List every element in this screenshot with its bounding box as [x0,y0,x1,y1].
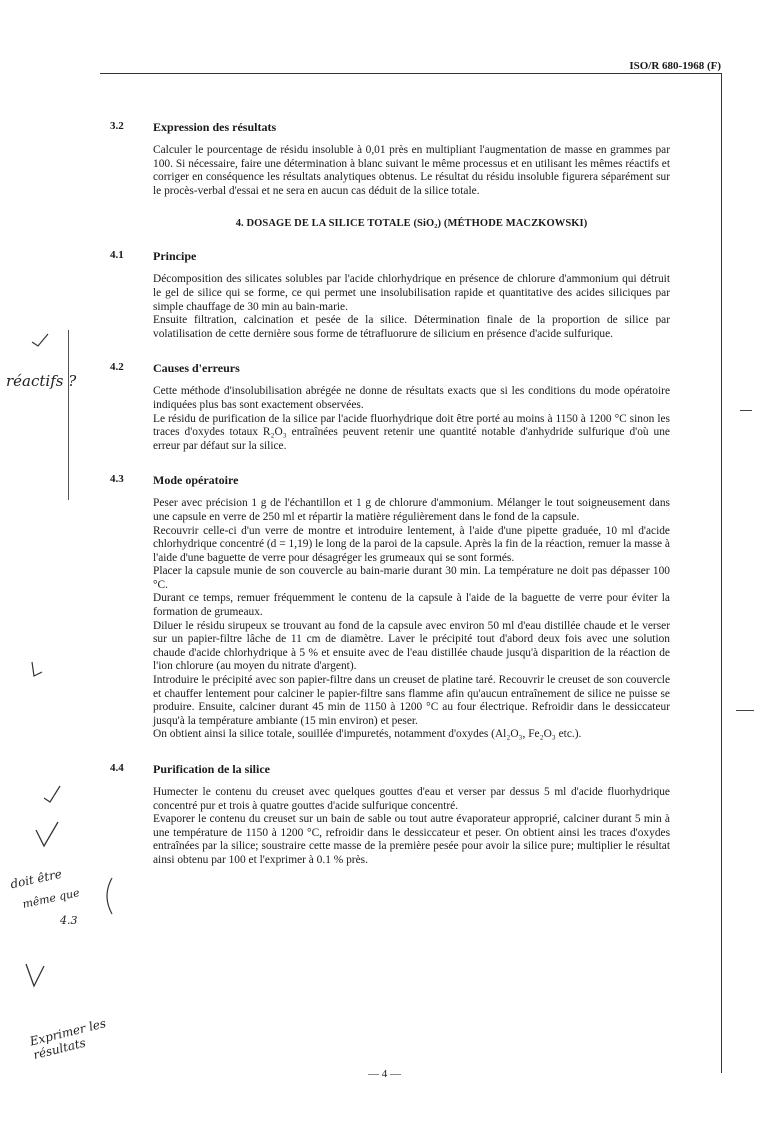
top-rule [100,73,722,74]
paragraph: Le résidu de purification de la silice par l'acide fluorhydrique doit être porté au moins à 1150 à 1200 °C sinon les traces d'oxydes totaux R₂O₃ entraînées peuvent retenir une quantité notable d'anhydride sulfurique d'où une erreur par défaut sur la silice. [153,412,670,452]
check-mark-icon [34,820,60,848]
section-number: 4.2 [110,361,124,374]
section-4-3 [110,473,670,742]
paragraph: Calculer le pourcentage de résidu insoluble à 0,01 près en multipliant l'augmentation de masse en grammes par 100. Si nécessaire, faire une détermination à blanc suivant le même processus et en utilisant les mêmes réactifs et corriger en conséquence les résultats analytiques obtenus. Le résultat du résidu insoluble figurera séparément sur le procès-verbal d'essai et ne sera en aucun cas déduit de la silice totale. [153,144,670,197]
left-margin-line [68,330,69,500]
paragraph: On obtient ainsi la silice totale, souillée d'impuretés, notamment d'oxydes (Al₂O₃, Fe₂O₃ etc.). [153,728,582,741]
paragraph: Peser avec précision 1 g de l'échantillon et 1 g de chlorure d'ammonium. Mélanger le tout soigneusement dans une capsule en verre de 250 ml et répartir la matière régulièrement dans le fond de la capsule. [153,497,670,523]
section-title: Purification de la silice [153,762,270,776]
section-number: 3.2 [110,120,124,132]
section-3-2 [110,120,670,198]
chapter-heading: 4. DOSAGE DE LA SILICE TOTALE (SiO₂) (MÉTHODE MACZKOWSKI) [235,218,588,230]
paragraph: Recouvrir celle-ci d'un verre de montre et introduire lentement, à l'aide d'une pipette graduée, 10 ml d'acide chlorhydrique concentré (d = 1,19) le long de la paroi de la capsule. Après la fin de la réaction, remuer la masse à l'aide d'une baguette de verre pour désagréger les grumeaux qui se sont formés. [153,524,670,564]
section-title: Expression des résultats [153,120,277,134]
handwritten-note-doit-etre: doit être [9,866,64,892]
document-body [110,120,670,888]
handwritten-note-meme: même que [21,886,81,911]
handwritten-note-exprimer: Exprimer les résultats [28,1016,108,1063]
section-number: 4.1 [110,249,124,262]
page-number: — 4 — [368,1068,401,1080]
check-mark-icon [30,330,50,350]
section-title: Principe [153,249,197,264]
paragraph: Durant ce temps, remuer fréquemment le contenu de la capsule à l'aide de la baguette de verre pour éviter la formation de grumeaux. [153,592,670,619]
paragraph: Cette méthode d'insolubilisation abrégée ne donne de résultats exacts que si les conditions du mode opératoire indiquées plus bas sont exactement observées. [153,385,670,411]
section-4-4 [110,762,670,868]
paragraph: Humecter le contenu du creuset avec quelques gouttes d'eau et verser par dessus 5 ml d'acide fluorhydrique concentré pur et trois à quatre gouttes d'acide sulfurique concentré. [153,786,670,812]
paragraph: Diluer le résidu sirupeux se trouvant au fond de la capsule avec environ 50 ml d'eau distillée chaude et le verser sur un papier-filtre lâche de 11 cm de diamètre. Laver le précipité tout d'abord deux fois avec une solution chaude d'acide chlorhydrique à 5 % et ensuite avec de l'eau distillée chaude jusqu'à disparition de la réaction de l'ion chlorure (au moyen du nitrate d'argent). [153,619,670,673]
section-title: Causes d'erreurs [153,361,240,376]
margin-dash [740,410,752,411]
check-mark-icon [42,784,62,804]
paragraph: Evaporer le contenu du creuset sur un bain de sable ou tout autre évaporateur approprié, calciner durant 5 min à une température de 1150 à 1200 °C, refroidir dans le dessiccateur et peser. On obtient ainsi les traces d'oxydes entraînées par la silice; soustraire cette masse de la première pesée pour avoir la silice pure; multiplier le résultat ainsi obtenu par 100 et l'exprimer à 0.1 % près. [153,813,670,866]
paragraph: Décomposition des silicates solubles par l'acide chlorhydrique en présence de chlorure d'ammonium qui détruit le gel de silice qui se forme, ce qui permet une insolubilisation rapide et quantitative des acides siliciques par simple chauffage de 30 min au bain-marie. [153,273,670,313]
paragraph: Ensuite filtration, calcination et pesée de la silice. Détermination finale de la proportion de silice par volatilisation de cette dernière sous forme de tétrafluorure de silicium en présence d'acide sulfurique. [153,314,670,340]
document-reference: ISO/R 680-1968 (F) [629,60,721,72]
handwritten-note-reactifs: réactifs ? [6,372,77,390]
section-title: Mode opératoire [153,473,239,488]
paragraph: Placer la capsule munie de son couvercle au bain-marie durant 30 min. La température ne doit pas dépasser 100 °C. [153,565,670,591]
section-4-2 [110,361,670,453]
margin-dash [736,710,754,711]
check-mark-icon [28,660,44,680]
right-rule [721,73,722,1073]
section-number: 4.4 [110,762,124,774]
bracket-mark-icon [100,876,114,916]
section-4-1 [110,249,670,341]
handwritten-note-ref: 4.3 [60,914,78,927]
paragraph: Introduire le précipité avec son papier-filtre dans un creuset de platine taré. Recouvrir le creuset de son couvercle et chauffer lentement pour calciner le papier-filtre sans flamme afin qu'aucun entraînement de silice ne puisse se produire. Ensuite, calciner durant 45 min de 1150 à 1200 °C au four électrique. Refroidir dans le dessiccateur jusqu'à la température ambiante (15 min environ) et peser. [153,674,670,727]
section-number: 4.3 [110,473,124,486]
check-mark-icon [24,962,46,988]
